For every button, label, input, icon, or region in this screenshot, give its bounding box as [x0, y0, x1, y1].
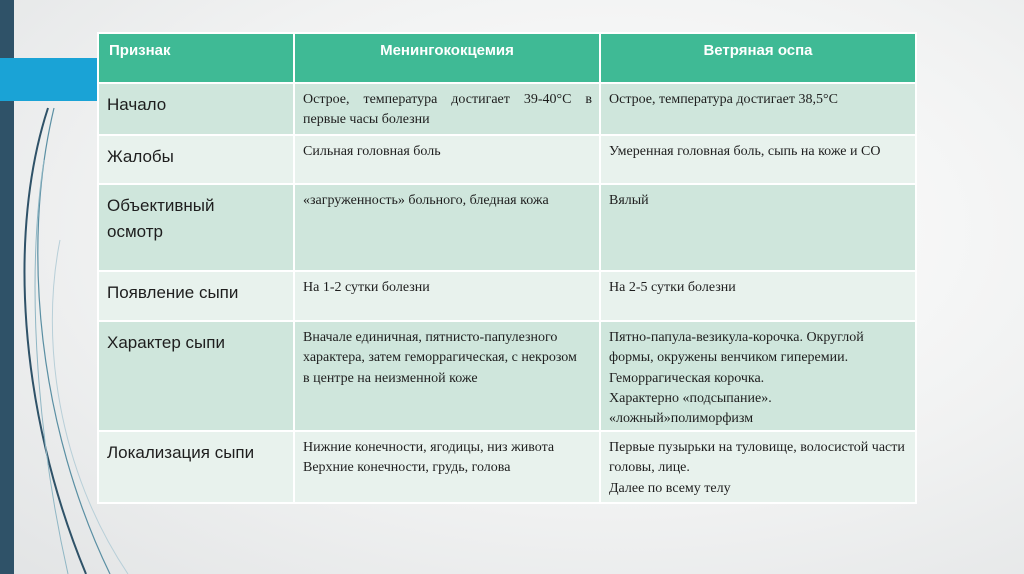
cell-varicella: Первые пузырьки на туловище, волосистой части головы, лице. Далее по всему телу	[600, 431, 916, 503]
cell-varicella: Умеренная головная боль, сыпь на коже и СО	[600, 135, 916, 184]
row-label: Характер сыпи	[98, 321, 294, 431]
header-cell-meningococcemia: Менингококцемия	[294, 33, 600, 83]
cell-meningococcemia: Нижние конечности, ягодицы, низ живота Верхние конечности, грудь, голова	[294, 431, 600, 503]
row-label: Начало	[98, 83, 294, 135]
table-row	[98, 184, 916, 271]
cell-meningococcemia: Вначале единичная, пятнисто-папулезного характера, затем геморрагическая, с некрозом в центре на неизменной коже	[294, 321, 600, 431]
cell-varicella: Вялый	[600, 184, 916, 271]
cell-varicella: Пятно-папула-везикула-корочка. Округлой формы, окружены венчиком гиперемии. Геморрагическая корочка. Характерно «подсыпание». «ложный»полиморфизм	[600, 321, 916, 431]
cell-meningococcemia: «загруженность» больного, бледная кожа	[294, 184, 600, 271]
row-label: Локализация сыпи	[98, 431, 294, 503]
header-row	[98, 33, 916, 83]
header-cell-varicella: Ветряная оспа	[600, 33, 916, 83]
comparison-table	[97, 32, 917, 504]
cell-varicella: На 2-5 сутки болезни	[600, 271, 916, 321]
header-cell-sign: Признак	[98, 33, 294, 83]
cell-meningococcemia: Сильная головная боль	[294, 135, 600, 184]
table-row	[98, 321, 916, 431]
cell-meningococcemia: Острое, температура достигает 39-40°С в первые часы болезни	[294, 83, 600, 135]
table-row	[98, 135, 916, 184]
cell-meningococcemia: На 1-2 сутки болезни	[294, 271, 600, 321]
table-row	[98, 83, 916, 135]
row-label: Объективный осмотр	[98, 184, 294, 271]
row-label: Появление сыпи	[98, 271, 294, 321]
row-label: Жалобы	[98, 135, 294, 184]
table-row	[98, 271, 916, 321]
table-row	[98, 431, 916, 503]
cell-varicella: Острое, температура достигает 38,5°С	[600, 83, 916, 135]
